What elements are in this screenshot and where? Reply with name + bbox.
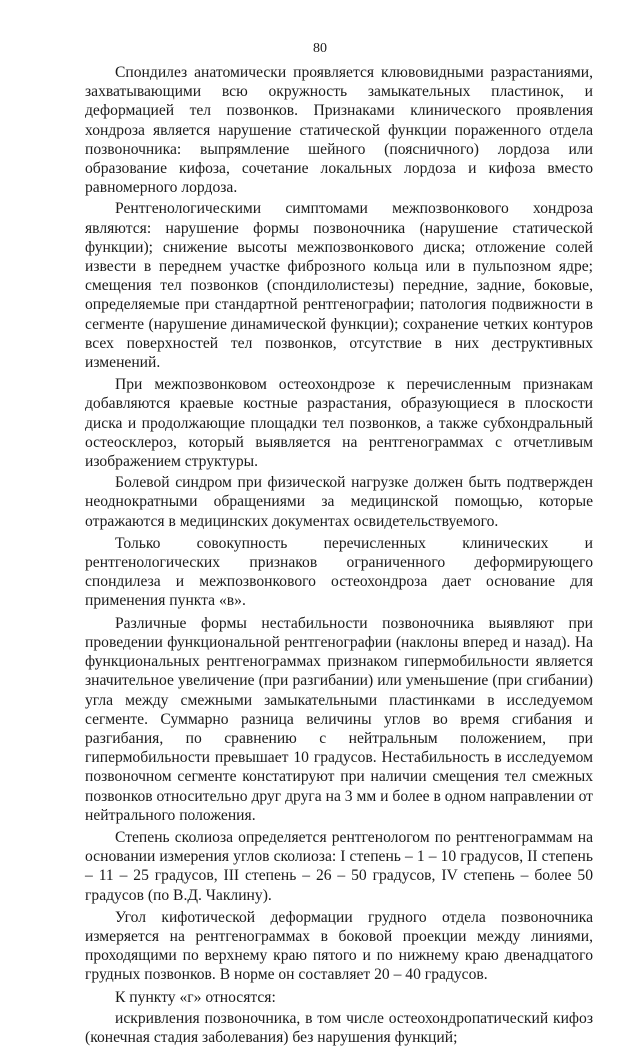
paragraph: Только совокупность перечисленных клинических и рентгенологических признаков ограниченного деформирующего спондилеза и межпозвонкового остеохондроза дает основание для применения пункта «в». bbox=[85, 534, 593, 610]
paragraph: Спондилез анатомически проявляется клювовидными разрастаниями, захватывающими всю окружность замыкательных пластинок, и деформацией тел позвонков. Признаками клинического проявления хондроза является нарушение статической функции пораженного отдела позвоночника: выпрямление шейного (поясничного) лордоза или образование кифоза, сочетание локальных лордоза и кифоза вместо равномерного лордоза. bbox=[85, 64, 593, 197]
paragraph: Угол кифотической деформации грудного отдела позвоночника измеряется на рентгенограммах в боковой проекции между линиями, проходящими по верхнему краю пятого и по нижнему краю двенадцатого грудных позвонков. В норме он составляет 20 – 40 градусов. bbox=[85, 908, 593, 984]
paragraph: Степень сколиоза определяется рентгенологом по рентгенограммам на основании измерения углов сколиоза: I степень – 1 – 10 градусов, II степень – 11 – 25 градусов, III степень – 26 – 50 градусов, IV степень – более 50 градусов (по В.Д. Чаклину). bbox=[85, 828, 593, 904]
paragraph: К пункту «г» относятся: bbox=[115, 988, 276, 1006]
page-number: 80 bbox=[313, 41, 327, 56]
paragraph: Различные формы нестабильности позвоночника выявляют при проведении функциональной рентгенографии (наклоны вперед и назад). На функциональных рентгенограммах признаком гипермобильности является значительное увеличение (при разгибании) или уменьшение (при сгибании) угла между смежными замыкательными пластинками в исследуемом сегменте. Суммарно разница величины углов во время сгибания и разгибания, по сравнению с нейтральным положением, при гипермобильности превышает 10 градусов. Нестабильность в исследуемом позвоночном сегменте констатируют при наличии смещения тел смежных позвонков относительно друг друга на 3 мм и более в одном направлении от нейтрального положения. bbox=[85, 614, 593, 824]
paragraph: Рентгенологическими симптомами межпозвонкового хондроза являются: нарушение формы позвоночника (нарушение статической функции); снижение высоты межпозвонкового диска; отложение солей извести в переднем участке фиброзного кольца или в пульпозном ядре; смещения тел позвонков (спондилолистезы) передние, задние, боковые, определяемые при стандартной рентгенографии; патология подвижности в сегменте (нарушение динамической функции); сохранение четких контуров всех поверхностей тел позвонков, отсутствие в них деструктивных изменений. bbox=[85, 200, 593, 372]
paragraph: При межпозвонковом остеохондрозе к перечисленным признакам добавляются краевые костные разрастания, образующиеся в плоскости диска и продолжающие площадки тел позвонков, а также субхондральный остеосклероз, который выявляется на рентгенограммах с отчетливым изображением структуры. bbox=[85, 376, 593, 471]
paragraph: Болевой синдром при физической нагрузке должен быть подтвержден неоднократными обращениями за медицинской помощью, которые отражаются в медицинских документах освидетельствуемого. bbox=[85, 474, 593, 530]
paragraph: искривления позвоночника, в том числе остеохондропатический кифоз (конечная стадия заболевания) без нарушения функций; bbox=[85, 1009, 593, 1046]
document-body bbox=[85, 63, 593, 1047]
